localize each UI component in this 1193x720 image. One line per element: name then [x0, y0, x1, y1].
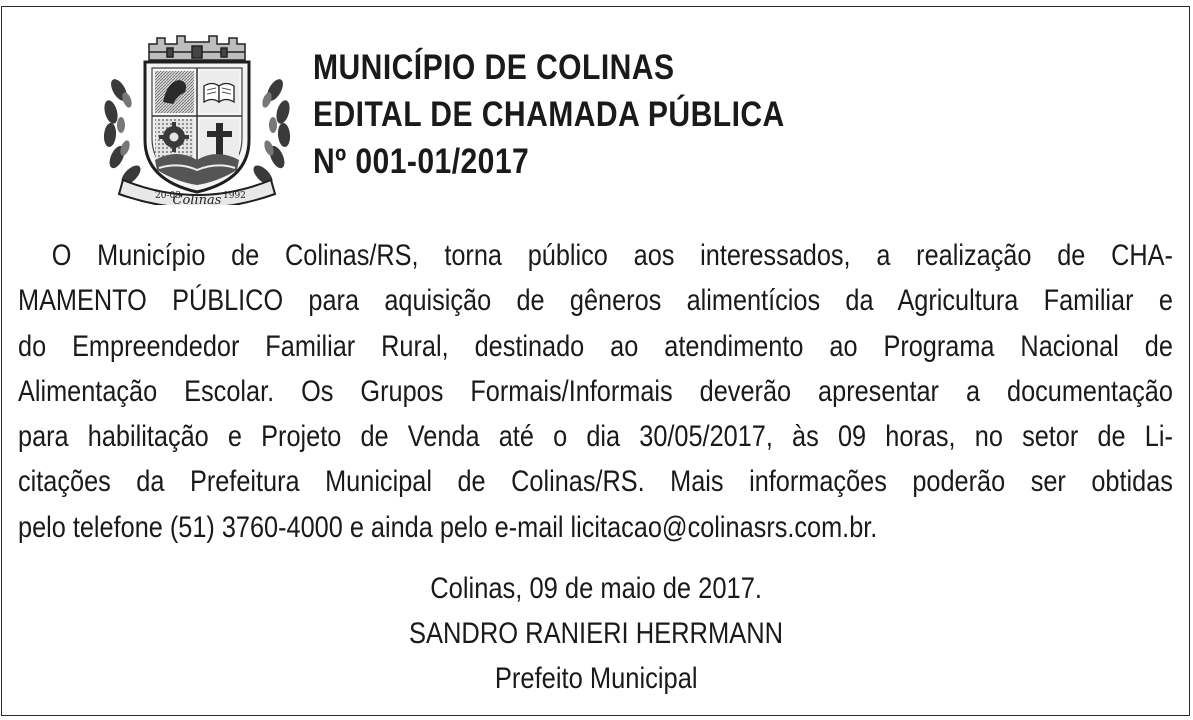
body-line: O Município de Colinas/RS, torna público aos interessados, a realização de CHA- — [51, 239, 1173, 272]
body-line: pelo telefone (51) 3760-4000 e ainda pelo e-mail licitacao@colinasrs.com.br. — [18, 510, 878, 544]
signatory-role: Prefeito Municipal — [495, 662, 698, 695]
place-date: Colinas, 09 de maio de 2017. — [430, 572, 763, 605]
notice-header — [313, 44, 1073, 185]
notice-type-title: EDITAL DE CHAMADA PÚBLICA — [313, 95, 785, 134]
municipality-title: MUNICÍPIO DE COLINAS — [313, 48, 675, 87]
body-line: do Empreendedor Familiar Rural, destinado ao atendimento ao Programa Nacional de — [18, 329, 1173, 363]
signature-block — [0, 566, 1193, 701]
crest-year-right: 1992 — [223, 191, 246, 201]
notice-body — [18, 233, 1173, 550]
crest-year-left: 20-03 — [155, 191, 181, 201]
municipal-coat-of-arms-icon — [97, 30, 297, 205]
crest-ribbon-text: Colinas — [172, 193, 222, 205]
body-line: MAMENTO PÚBLICO para aquisição de gêneros alimentícios da Agricultura Familiar e — [18, 284, 1173, 318]
body-line: Alimentação Escolar. Os Grupos Formais/Informais deverão apresentar a documentação — [18, 374, 1173, 408]
notice-number: Nº 001-01/2017 — [313, 142, 530, 181]
body-line: para habilitação e Projeto de Venda até o dia 30/05/2017, às 09 horas, no setor de Li- — [18, 420, 1173, 454]
signatory-name: SANDRO RANIERI HERRMANN — [409, 617, 784, 650]
body-line: citações da Prefeitura Municipal de Colinas/RS. Mais informações poderão ser obtidas — [18, 465, 1173, 499]
